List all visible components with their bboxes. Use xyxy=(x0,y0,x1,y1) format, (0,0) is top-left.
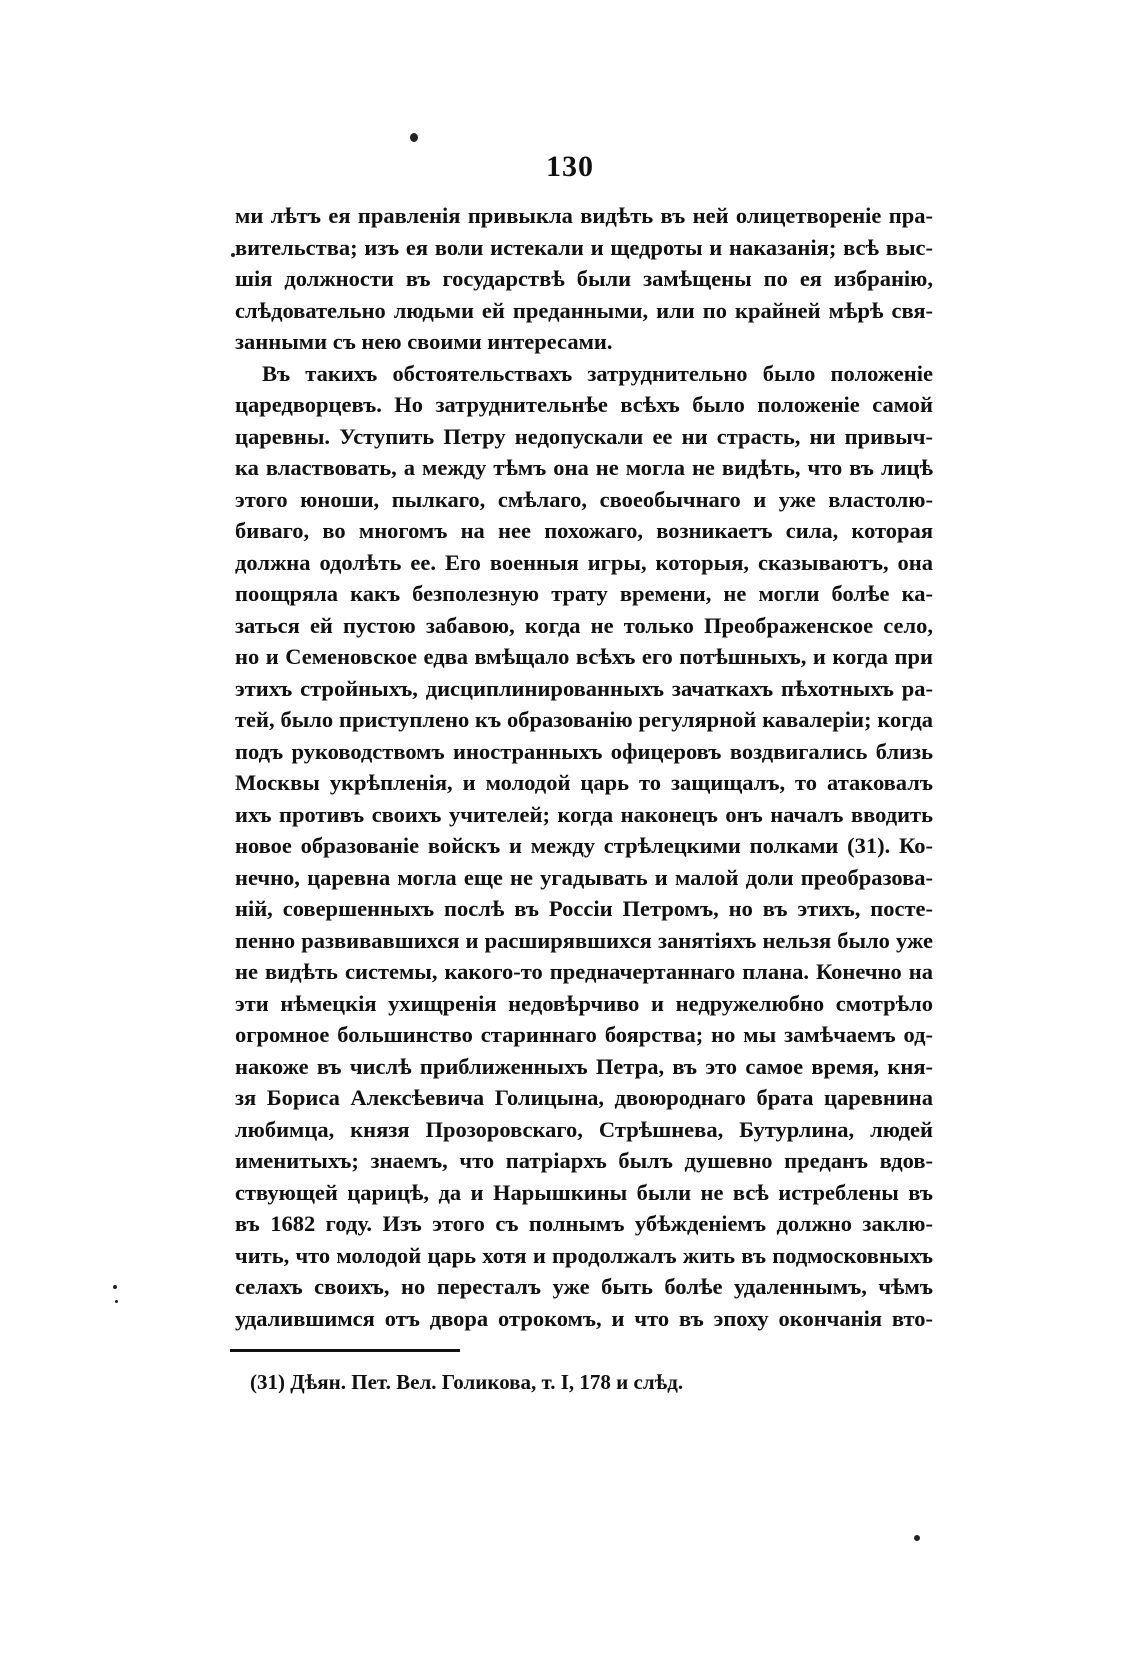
paragraph-1 xyxy=(235,200,933,358)
text-line: эти нѣмецкія ухищренія недовѣрчиво и недружелюбно смотрѣло xyxy=(235,990,933,1016)
text-line: царевны. Уступить Петру недопускали ее ни страсть, ни привыч- xyxy=(235,423,933,449)
text-line: новое образованіе войскъ и между стрѣлецкими полками (31). Ко- xyxy=(235,833,933,858)
text-line: Москвы укрѣпленія, и молодой царь то защищалъ, то атаковалъ xyxy=(235,770,933,795)
ink-speck-left xyxy=(113,1285,117,1289)
text-line: должна одолѣть ее. Его военныя игры, которыя, сказываютъ, она xyxy=(235,549,933,575)
text-line: биваго, во многомъ на нее похожаго, возникаетъ сила, которая xyxy=(235,518,933,543)
text-line: занными съ нею своими интересами. xyxy=(235,329,613,354)
text-line: зя Бориса Алексѣевича Голицына, двоюроднаго брата царевнина xyxy=(235,1085,933,1110)
ink-speck-bottom-right xyxy=(914,1535,920,1541)
footnote: (31) Дѣян. Пет. Вел. Голикова, т. I, 178 и слѣд. xyxy=(250,1370,684,1394)
text-line: въ 1682 году. Изъ этого съ полнымъ убѣжденіемъ должно заклю- xyxy=(235,1211,933,1236)
text-line: огромное большинство стариннаго боярства; но мы замѣчаемъ од- xyxy=(235,1022,933,1047)
text-line: нечно, царевна могла еще не угадывать и малой доли преобразова- xyxy=(235,864,933,890)
ink-speck-left-2 xyxy=(115,1300,118,1303)
text-line: ствующей царицѣ, да и Нарышкины были не всѣ истреблены въ xyxy=(235,1179,933,1205)
text-line: пенно развивавшихся и расширявшихся занятіяхъ нельзя было уже xyxy=(235,927,933,953)
body-text xyxy=(235,200,933,1334)
text-line: удалившимся отъ двора отрокомъ, и что въ эпоху окончанія вто- xyxy=(235,1305,933,1331)
footnote-rule xyxy=(230,1349,460,1352)
text-line: именитыхъ; знаемъ, что патріархъ былъ душевно преданъ вдов- xyxy=(235,1148,933,1173)
text-line: этихъ стройныхъ, дисциплинированныхъ зачаткахъ пѣхотныхъ ра- xyxy=(235,675,933,701)
text-line: царедворцевъ. Но затруднительнѣе всѣхъ было положеніе самой xyxy=(235,392,933,417)
text-line: селахъ своихъ, но пересталъ уже быть болѣе удаленнымъ, чѣмъ xyxy=(235,1274,933,1299)
text-line: шія должности въ государствѣ были замѣщены по ея избранію, xyxy=(235,266,933,291)
text-line: подъ руководствомъ иностранныхъ офицеровъ воздвигались близь xyxy=(235,738,933,764)
ink-speck-top xyxy=(410,133,418,142)
text-line: любимца, князя Прозоровскаго, Стрѣшнева, Бутурлина, людей xyxy=(235,1116,933,1142)
text-line: этого юноши, пылкаго, смѣлаго, своеобычнаго и уже властолю- xyxy=(235,486,933,512)
text-line: поощряла какъ безполезную трату времени, не могли болѣе ка- xyxy=(235,581,933,606)
text-line: Въ такихъ обстоятельствахъ затруднительно было положеніе xyxy=(262,360,933,386)
text-line: слѣдовательно людьми ей преданными, или по крайней мѣрѣ свя- xyxy=(235,297,933,323)
text-line: не видѣть системы, какого-то предначертаннаго плана. Конечно на xyxy=(235,959,933,984)
text-line: тей, было приступлено къ образованію регулярной кавалеріи; когда xyxy=(235,707,933,732)
text-line: ихъ противъ своихъ учителей; когда наконецъ онъ началъ вводить xyxy=(235,801,933,827)
paragraph-2 xyxy=(235,358,933,1335)
text-line: вительства; изъ ея воли истекали и щедроты и наказанія; всѣ выс- xyxy=(235,234,933,260)
text-line: ми лѣтъ ея правленія привыкла видѣть въ ней олицетвореніе пра- xyxy=(235,203,933,228)
page-number: 130 xyxy=(546,150,594,183)
text-line: ка властвовать, а между тѣмъ она не могла не видѣть, что въ лицѣ xyxy=(235,455,933,480)
text-line: чить, что молодой царь хотя и продолжалъ жить въ подмосковныхъ xyxy=(235,1242,933,1268)
text-line: накоже въ числѣ приближенныхъ Петра, въ это самое время, кня- xyxy=(235,1053,933,1079)
text-line: ній, совершенныхъ послѣ въ Россіи Петромъ, но въ этихъ, посте- xyxy=(235,896,933,921)
text-line: но и Семеновское едва вмѣщало всѣхъ его потѣшныхъ, и когда при xyxy=(235,644,933,669)
text-line: заться ей пустою забавою, когда не только Преображенское село, xyxy=(235,612,933,638)
